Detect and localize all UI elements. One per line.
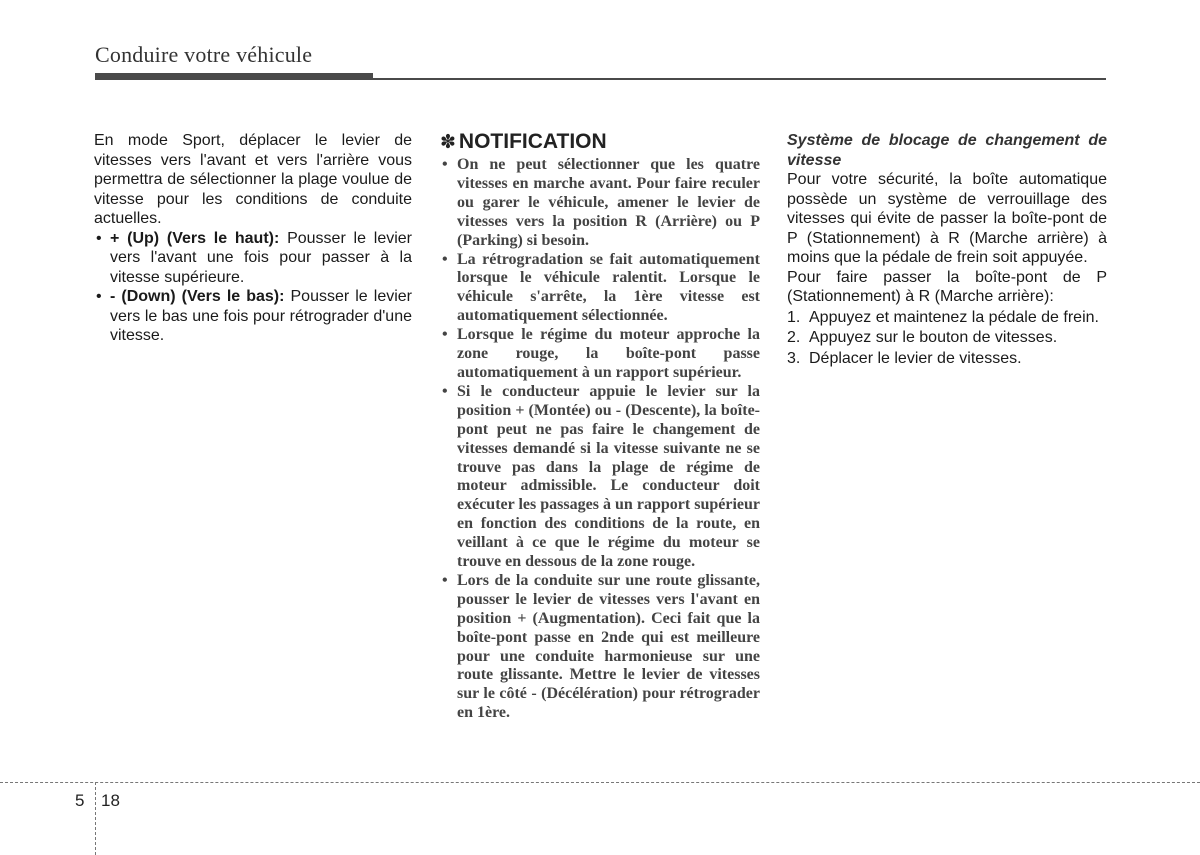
list-item-up bbox=[94, 229, 412, 288]
list-item-label: - (Down) (Vers le bas): bbox=[110, 288, 285, 305]
notification-item bbox=[440, 326, 760, 383]
bullet-icon: • bbox=[442, 571, 448, 589]
bullet-icon: • bbox=[442, 156, 448, 173]
list-item-text: Pousser le levier vers le bas une fois pour rétrograder d'une vitesse. bbox=[110, 288, 412, 344]
column-shift-lock bbox=[787, 131, 1107, 368]
header-rule-thin bbox=[373, 78, 1106, 80]
bullet-icon: • bbox=[96, 288, 102, 305]
step-text: Appuyez sur le bouton de vitesses. bbox=[809, 329, 1058, 346]
shift-lock-steps bbox=[787, 308, 1107, 369]
notification-item-text: Lors de la conduite sur une route glissante, pousser le levier de vitesses vers l'avant en position + (Augmentation). Ceci fait que la boîte-pont passe en 2nde qui est meilleure pour une conduite harmonieuse sur une route glissante. Mettre le levier de vitesses sur le côté - (Décélération) pour rétrograder en 1ère. bbox=[457, 571, 760, 722]
notification-icon: ✽ bbox=[440, 132, 456, 153]
header-rule-thick bbox=[95, 73, 373, 80]
shift-lock-heading: Système de blocage de changement de vitesse bbox=[787, 132, 1107, 169]
list-item-text: Pousser le levier vers l'avant une fois pour passer à la vitesse supérieure. bbox=[110, 229, 412, 286]
step-item bbox=[787, 349, 1107, 369]
notification-list bbox=[440, 156, 760, 723]
notification-item-text: Lorsque le régime du moteur approche la zone rouge, la boîte-pont passe automatiquement à un rapport supérieur. bbox=[457, 326, 760, 381]
footer-divider bbox=[0, 782, 1200, 783]
step-number: 2. bbox=[787, 329, 801, 346]
list-item-down bbox=[94, 287, 412, 346]
notification-item-text: Si le conducteur appuie le levier sur la position + (Montée) ou - (Descente), la boîte-pont peut ne pas faire le changement de vitesses demandé si la vitesse suivante ne se trouve pas dans la plage de régime de moteur admissible. Le conducteur doit exécuter les passages à un rapport supérieur en fonction des conditions de la route, en veillant à ce que le régime du moteur se trouve en dessous de la zone rouge. bbox=[457, 382, 760, 571]
bullet-icon: • bbox=[96, 229, 102, 247]
page-number: 18 bbox=[101, 791, 120, 810]
notification-item bbox=[440, 251, 760, 327]
step-item bbox=[787, 308, 1107, 328]
notification-item-text: La rétrogradation se fait automatiquement lorsque le véhicule ralentit. Lorsque le véhicule s'arrête, la 1ère vitesse est automatiquement sélectionnée. bbox=[457, 250, 760, 325]
list-item-label: + (Up) (Vers le haut): bbox=[110, 229, 280, 247]
sport-mode-list bbox=[94, 229, 412, 346]
shift-lock-paragraph: Pour votre sécurité, la boîte automatique possède un système de verrouillage des vitesses qui évite de passer la boîte-pont de P (Stationnement) à R (Marche arrière) à moins que la pédale de frein soit appuyée. bbox=[787, 171, 1107, 266]
step-number: 3. bbox=[787, 349, 801, 367]
bullet-icon: • bbox=[442, 250, 448, 268]
notification-item bbox=[440, 156, 760, 251]
notification-item bbox=[440, 572, 760, 723]
notification-item-text: On ne peut sélectionner que les quatre vitesses en marche avant. Pour faire reculer ou garer le véhicule, amener le levier de vitesses vers la position R (Arrière) ou P (Parking) si besoin. bbox=[457, 156, 760, 249]
page-title: Conduire votre véhicule bbox=[95, 42, 313, 67]
step-item bbox=[787, 328, 1107, 348]
column-sport-mode bbox=[94, 131, 412, 346]
footer-vertical-divider bbox=[95, 782, 96, 855]
bullet-icon: • bbox=[442, 382, 448, 400]
chapter-number: 5 bbox=[75, 791, 85, 810]
step-text: Déplacer le levier de vitesses. bbox=[809, 349, 1022, 367]
notification-item bbox=[440, 383, 760, 572]
sport-mode-intro: En mode Sport, déplacer le levier de vitesses vers l'avant et vers l'arrière vous permettra de sélectionner la plage voulue de vitesse pour les conditions de conduite actuelles. bbox=[94, 132, 412, 227]
shift-lock-paragraph-2: Pour faire passer la boîte-pont de P (Stationnement) à R (Marche arrière): bbox=[787, 268, 1107, 305]
notification-box bbox=[440, 130, 760, 723]
notification-title: NOTIFICATION bbox=[458, 130, 607, 153]
step-text: Appuyez et maintenez la pédale de frein. bbox=[809, 308, 1099, 326]
notification-heading bbox=[440, 130, 760, 155]
bullet-icon: • bbox=[442, 326, 448, 344]
step-number: 1. bbox=[787, 308, 801, 326]
